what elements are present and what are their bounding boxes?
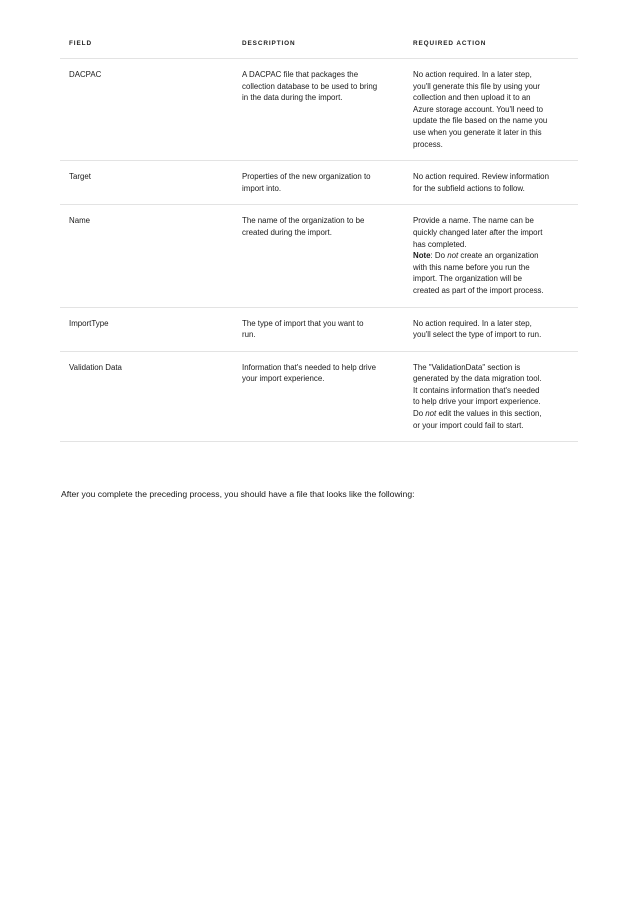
- text-line: has completed.: [413, 239, 467, 249]
- warning-line: [413, 408, 570, 420]
- warning-pre: Do: [413, 409, 426, 419]
- text-line: in the data during the import.: [242, 93, 343, 103]
- cell-field: ImportType: [60, 307, 233, 351]
- text-line: No action required. Review information: [413, 172, 549, 182]
- cell-field: Name: [60, 205, 233, 307]
- header-required-action: REQUIRED ACTION: [404, 30, 578, 59]
- note-line: [413, 250, 570, 262]
- note-emphasis: not: [447, 251, 459, 261]
- warning-emphasis: not: [425, 409, 437, 419]
- text-line: created as part of the import process.: [413, 285, 544, 295]
- text-line: quickly changed later after the import: [413, 227, 543, 237]
- after-paragraph: After you complete the preceding process, you should have a file that looks like the following:: [61, 489, 415, 499]
- text-line: import. The organization will be: [413, 274, 523, 284]
- table-row: [60, 59, 578, 161]
- text-line: No action required. In a later step,: [413, 318, 532, 328]
- text-line: you'll select the type of import to run.: [413, 330, 542, 340]
- cell-action: [404, 161, 578, 205]
- table-header-row: [60, 30, 578, 59]
- text-line: generated by the data migration tool.: [413, 374, 542, 384]
- table-row: [60, 307, 578, 351]
- header-description: DESCRIPTION: [233, 30, 404, 59]
- text-line: collection and then upload it to an: [413, 93, 531, 103]
- cell-action: [404, 351, 578, 442]
- text-line: Provide a name. The name can be: [413, 216, 534, 226]
- cell-field: DACPAC: [60, 59, 233, 161]
- text-line: or your import could fail to start.: [413, 420, 524, 430]
- cell-action: [404, 59, 578, 161]
- text-line: collection database to be used to bring: [242, 81, 378, 91]
- text-line: It contains information that's needed: [413, 385, 540, 395]
- text-line: The "ValidationData" section is: [413, 362, 521, 372]
- note-post: create an organization: [458, 251, 539, 261]
- cell-description: [233, 205, 404, 307]
- text-line: Properties of the new organization to: [242, 172, 371, 182]
- text-line: Azure storage account. You'll need to: [413, 104, 544, 114]
- header-field: FIELD: [60, 30, 233, 59]
- text-line: run.: [242, 330, 256, 340]
- cell-description: [233, 351, 404, 442]
- text-line: The type of import that you want to: [242, 318, 364, 328]
- text-line: you'll generate this file by using your: [413, 81, 540, 91]
- cell-field: Validation Data: [60, 351, 233, 442]
- text-line: with this name before you run the: [413, 262, 530, 272]
- note-label: Note: [413, 251, 431, 261]
- text-line: Information that's needed to help drive: [242, 362, 376, 372]
- cell-description: [233, 161, 404, 205]
- text-line: No action required. In a later step,: [413, 70, 532, 79]
- text-line: process.: [413, 139, 443, 149]
- text-line: The name of the organization to be: [242, 216, 365, 226]
- text-line: your import experience.: [242, 374, 325, 384]
- cell-action: [404, 205, 578, 307]
- text-line: use when you generate it later in this: [413, 127, 542, 137]
- text-line: import into.: [242, 183, 282, 193]
- cell-field: Target: [60, 161, 233, 205]
- cell-description: [233, 307, 404, 351]
- table-row: [60, 205, 578, 307]
- note-pre: : Do: [430, 251, 448, 261]
- text-line: for the subfield actions to follow.: [413, 183, 525, 193]
- text-line: A DACPAC file that packages the: [242, 70, 359, 79]
- text-line: update the file based on the name you: [413, 116, 548, 126]
- cell-action: [404, 307, 578, 351]
- warning-post: edit the values in this section,: [436, 409, 542, 419]
- text-line: to help drive your import experience.: [413, 397, 541, 407]
- fields-table: [60, 30, 578, 442]
- text-line: created during the import.: [242, 227, 332, 237]
- table-row: [60, 351, 578, 442]
- table-row: [60, 161, 578, 205]
- cell-description: [233, 59, 404, 161]
